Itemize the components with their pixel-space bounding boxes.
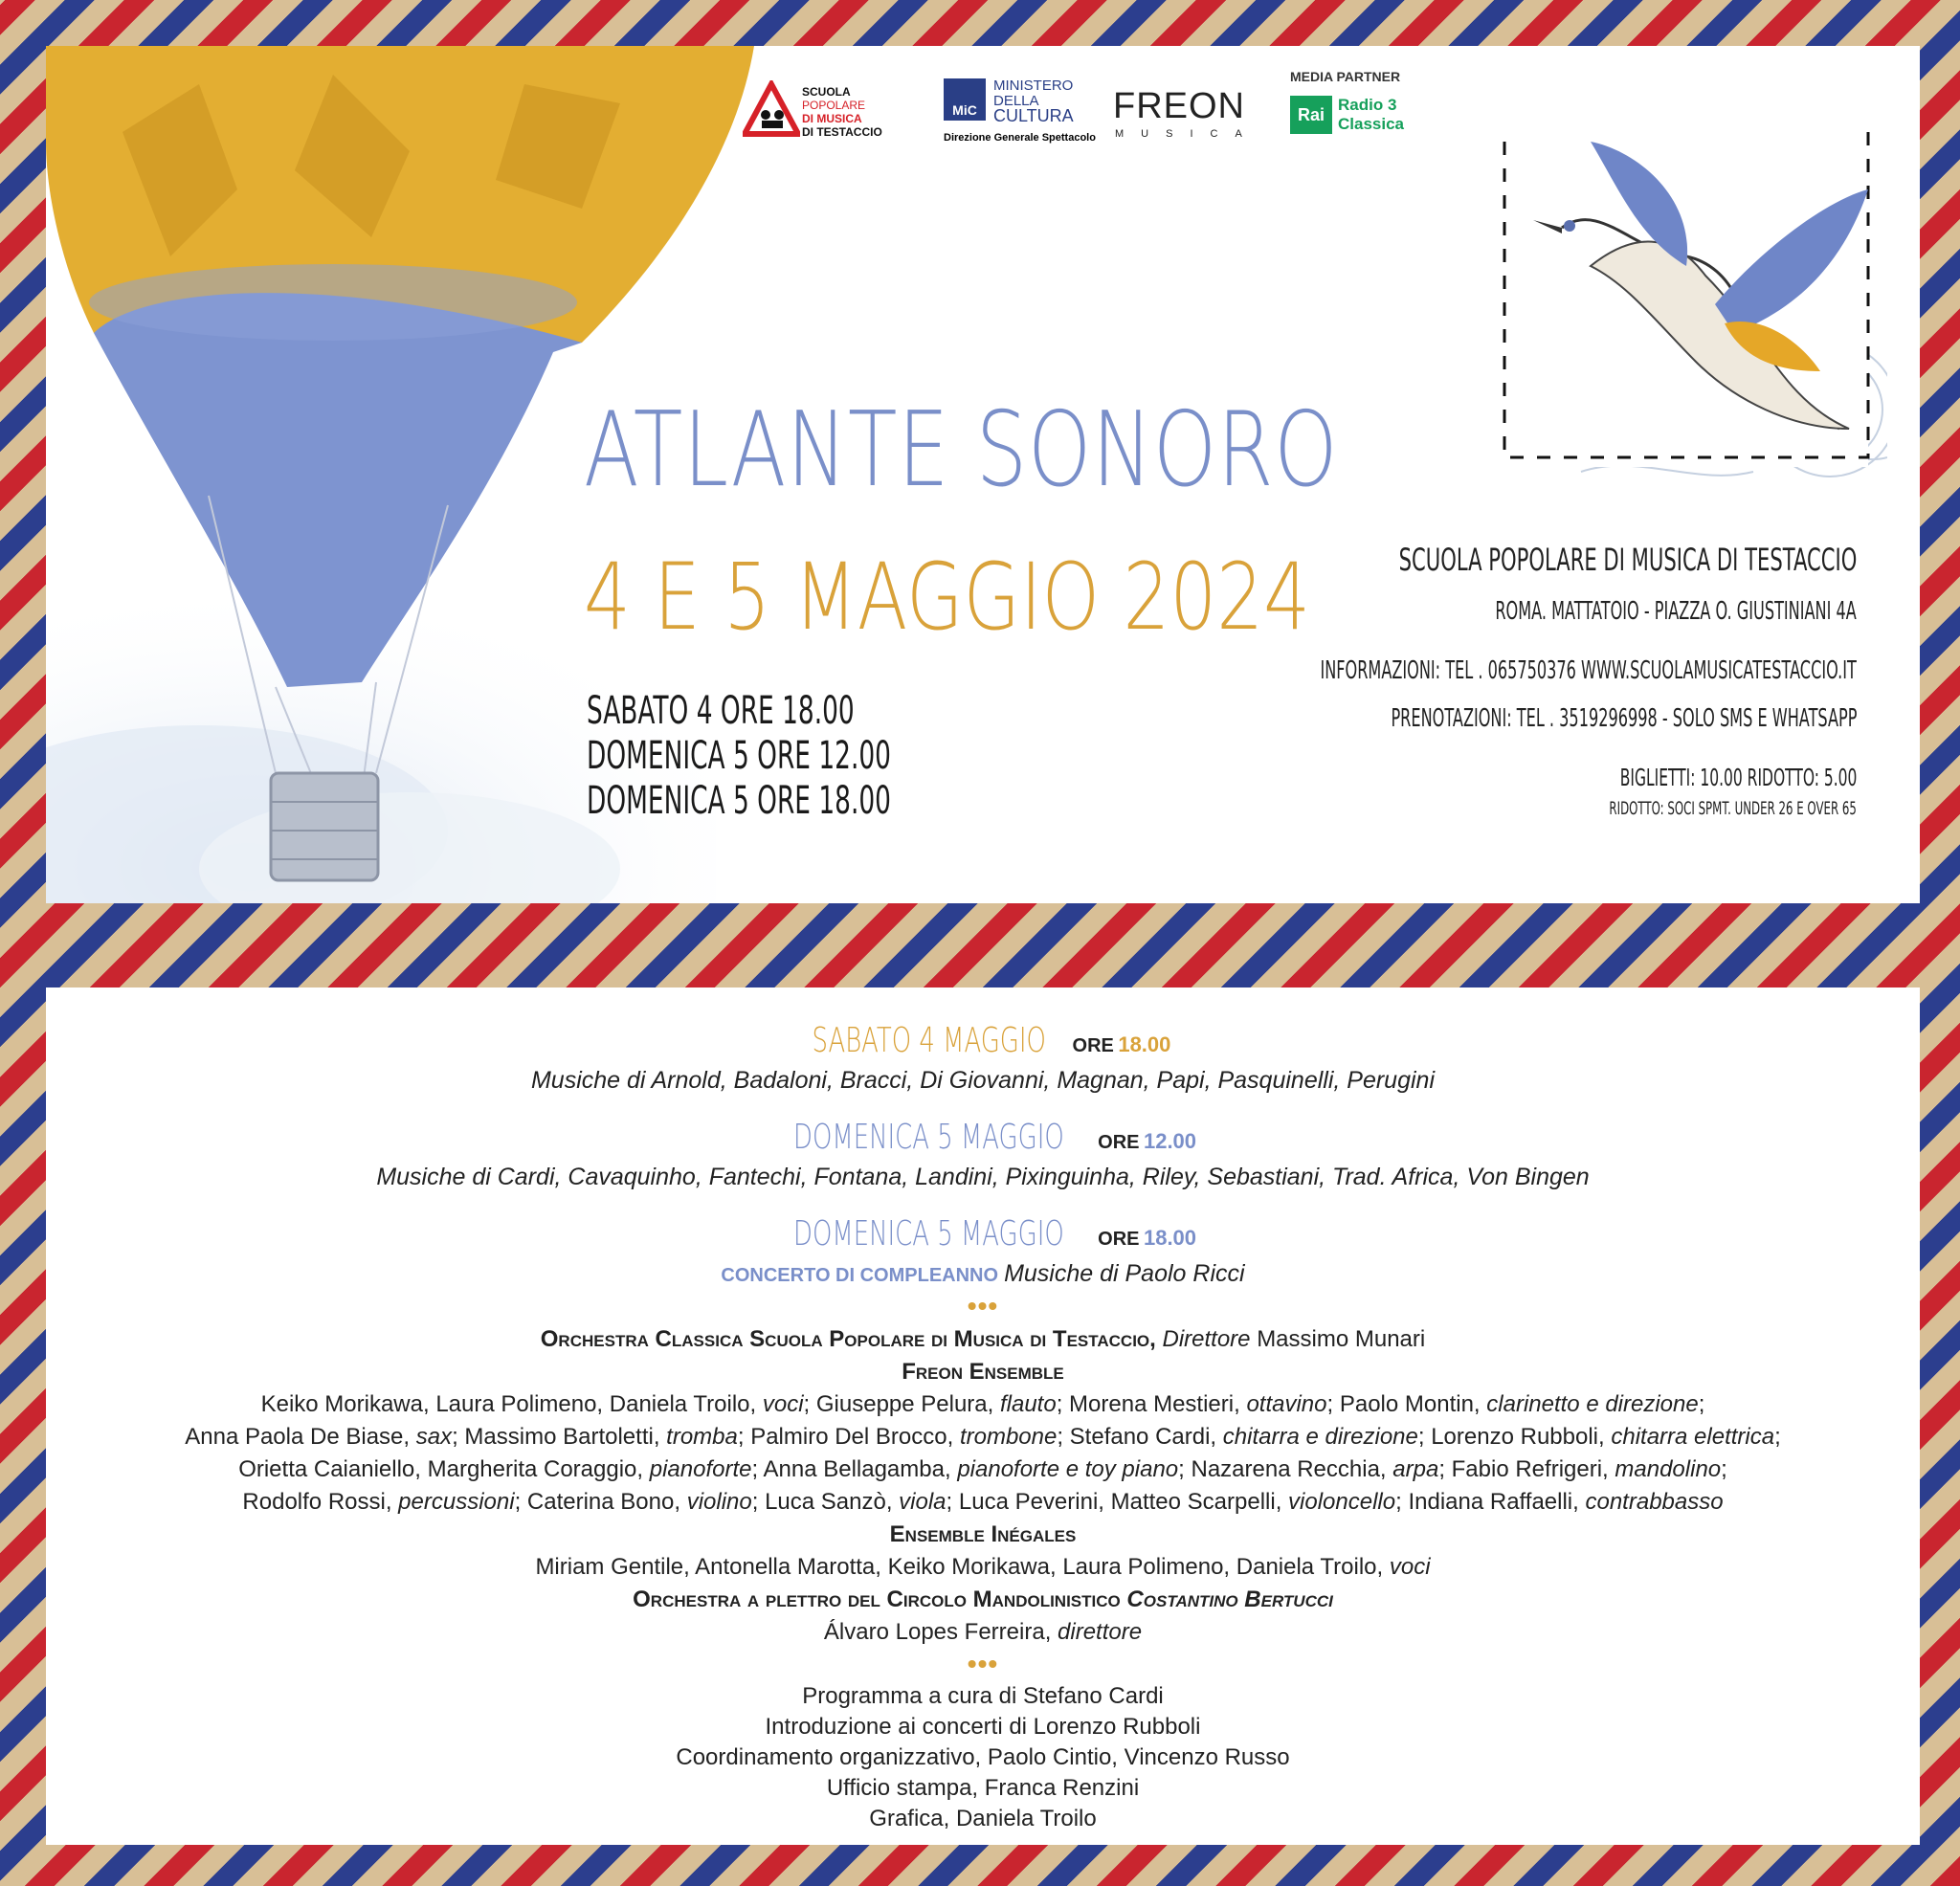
schedule-item: DOMENICA 5 ORE 18.00	[587, 779, 891, 823]
mandolin-orchestra-heading: Orchestra a plettro del Circolo Mandolinistico Costantino Bertucci	[633, 1586, 1333, 1612]
warning-triangle-icon	[743, 80, 800, 138]
instrument-role: violoncello	[1288, 1489, 1396, 1515]
member-line	[46, 1453, 1920, 1486]
invitation-program	[46, 987, 1920, 1845]
member-names: ; Paolo Montin,	[1326, 1391, 1487, 1417]
day-heading: DOMENICA 5 MAGGIO ORE 18.00	[792, 1214, 1197, 1254]
member-names: Orietta Caianiello, Margherita Coraggio,	[238, 1456, 650, 1482]
venue-name: SCUOLA POPOLARE DI MUSICA DI TESTACCIO	[1398, 542, 1857, 578]
event-dates: 4 E 5 MAGGIO 2024	[584, 544, 1310, 651]
reduced-ticket-note: RIDOTTO: SOCI SPMT. UNDER 26 E OVER 65	[1609, 798, 1857, 819]
member-line	[46, 1421, 1920, 1453]
program-content	[46, 1021, 1920, 1834]
instrument-role: ottavino	[1246, 1391, 1327, 1417]
inegales-members: Miriam Gentile, Antonella Marotta, Keiko Morikawa, Laura Polimeno, Daniela Troilo, voci	[535, 1554, 1431, 1580]
member-names: ; Fabio Refrigeri,	[1438, 1456, 1615, 1482]
instrument-role: flauto	[999, 1391, 1057, 1417]
invitation-front	[46, 46, 1920, 903]
rai-badge-icon: Rai	[1290, 96, 1332, 134]
instrument-role: viola	[899, 1489, 947, 1515]
instrument-role: chitarra e direzione	[1222, 1424, 1418, 1450]
scuola-popolare-logo: SCUOLA POPOLARE DI MUSICA DI TESTACCIO	[743, 80, 924, 147]
member-names: ; Caterina Bono,	[514, 1489, 687, 1515]
instrument-role: tromba	[666, 1424, 738, 1450]
member-line	[46, 1486, 1920, 1519]
contact-info: INFORMAZIONI: TEL . 065750376 WWW.SCUOLAMUSICATESTACCIO.IT	[1320, 656, 1857, 685]
member-names: ; Giuseppe Pelura,	[803, 1391, 1000, 1417]
day-program: CONCERTO DI COMPLEANNO Musiche di Paolo Ricci	[721, 1260, 1245, 1287]
inegales-heading: Ensemble Inégales	[889, 1521, 1077, 1547]
rai-radio3-logo: MEDIA PARTNER Rai Radio 3 Classica	[1290, 69, 1404, 133]
booking-info: PRENOTAZIONI: TEL . 3519296998 - SOLO SMS E WHATSAPP	[1391, 704, 1857, 733]
member-names: ; Luca Sanzò,	[751, 1489, 900, 1515]
member-names: Rodolfo Rossi,	[242, 1489, 399, 1515]
orchestra-line: Orchestra Classica Scuola Popolare di Musica di Testaccio, Direttore Massimo Munari	[540, 1326, 1426, 1352]
member-names: ; Anna Bellagamba,	[751, 1456, 958, 1482]
credit-line: Coordinamento organizzativo, Paolo Cintio, Vincenzo Russo	[676, 1744, 1290, 1770]
member-names: ; Indiana Raffaelli,	[1395, 1489, 1586, 1515]
member-names: ; Luca Peverini, Matteo Scarpelli,	[946, 1489, 1289, 1515]
credit-line: Programma a cura di Stefano Cardi	[802, 1683, 1164, 1709]
credit-line: Ufficio stampa, Franca Renzini	[826, 1775, 1140, 1801]
day-program: Musiche di Cardi, Cavaquinho, Fantechi, Fontana, Landini, Pixinguinha, Riley, Sebastiani, Trad. Africa, Von Bingen	[376, 1164, 1590, 1190]
instrument-role: chitarra elettrica	[1611, 1424, 1775, 1450]
credit-line: Grafica, Daniela Troilo	[869, 1806, 1097, 1831]
freon-musica-logo: FREON MUSICA	[1113, 86, 1259, 140]
mic-badge-icon: MiC	[944, 78, 986, 121]
day-program: Musiche di Arnold, Badaloni, Bracci, Di Giovanni, Magnan, Papi, Pasquinelli, Perugini	[530, 1067, 1436, 1094]
freon-ensemble-members	[46, 1388, 1920, 1519]
member-names: ;	[1698, 1391, 1705, 1417]
instrument-role: mandolino	[1615, 1456, 1722, 1482]
instrument-role: voci	[762, 1391, 804, 1417]
freon-ensemble-heading: Freon Ensemble	[902, 1359, 1064, 1385]
instrument-role: trombone	[959, 1424, 1058, 1450]
ministero-cultura-logo: MiC MINISTERO DELLA CULTURA Direzione Generale Spettacolo	[944, 78, 1096, 144]
day-heading: DOMENICA 5 MAGGIO ORE 12.00	[792, 1118, 1197, 1157]
member-names: ; Massimo Bartoletti,	[452, 1424, 667, 1450]
day-heading: SABATO 4 MAGGIO ORE 18.00	[812, 1021, 1171, 1060]
credit-line: Introduzione ai concerti di Lorenzo Rubboli	[765, 1714, 1201, 1740]
instrument-role: contrabbasso	[1585, 1489, 1724, 1515]
crane-stamp-icon	[1447, 84, 1887, 486]
member-names: Anna Paola De Biase,	[185, 1424, 416, 1450]
instrument-role: clarinetto e direzione	[1486, 1391, 1699, 1417]
credits-list	[46, 1681, 1920, 1834]
venue-address: ROMA. MATTATOIO - PIAZZA O. GIUSTINIANI 4A	[1495, 597, 1857, 626]
member-names: ;	[1721, 1456, 1727, 1482]
instrument-role: pianoforte e toy piano	[957, 1456, 1179, 1482]
member-names: ; Palmiro Del Brocco,	[737, 1424, 960, 1450]
mandolin-director: Álvaro Lopes Ferreira, direttore	[823, 1619, 1143, 1645]
schedule-item: DOMENICA 5 ORE 12.00	[587, 734, 891, 778]
schedule-list	[587, 689, 891, 824]
member-names: ; Morena Mestieri,	[1056, 1391, 1247, 1417]
instrument-role: percussioni	[398, 1489, 515, 1515]
member-names: ; Lorenzo Rubboli,	[1417, 1424, 1612, 1450]
separator-dots: •••	[967, 1649, 999, 1678]
instrument-role: sax	[415, 1424, 453, 1450]
separator-dots: •••	[967, 1291, 999, 1320]
instrument-role: violino	[686, 1489, 752, 1515]
schedule-item: SABATO 4 ORE 18.00	[587, 689, 855, 733]
instrument-role: pianoforte	[649, 1456, 752, 1482]
instrument-role: arpa	[1392, 1456, 1439, 1482]
ticket-prices: BIGLIETTI: 10.00 RIDOTTO: 5.00	[1619, 764, 1857, 791]
member-names: ; Nazarena Recchia,	[1178, 1456, 1393, 1482]
member-names: Keiko Morikawa, Laura Polimeno, Daniela Troilo,	[260, 1391, 763, 1417]
member-names: ;	[1774, 1424, 1781, 1450]
event-title: ATLANTE SONORO	[584, 390, 1339, 510]
member-line	[46, 1388, 1920, 1421]
member-names: ; Stefano Cardi,	[1057, 1424, 1223, 1450]
